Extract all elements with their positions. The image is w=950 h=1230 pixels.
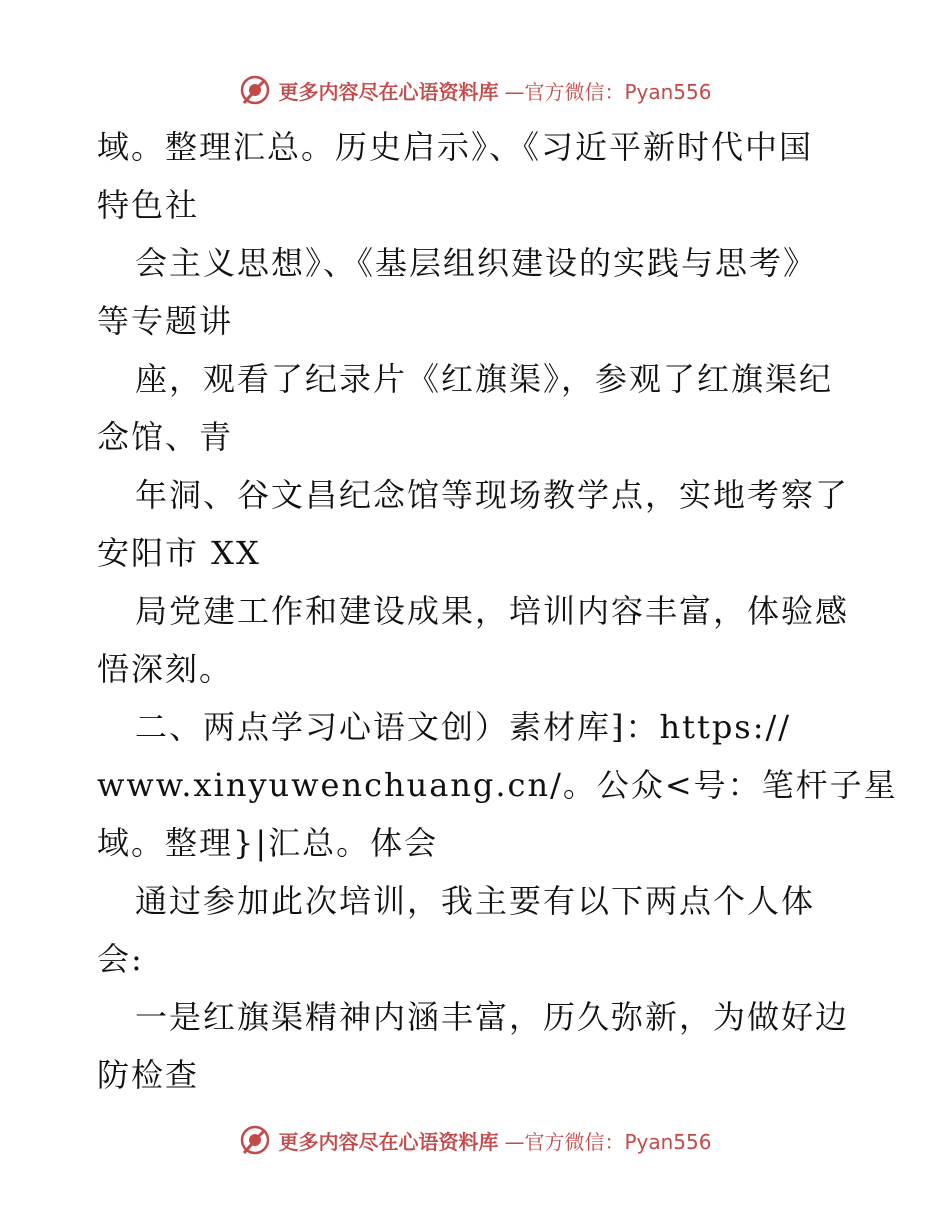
- header-banner-sub: —官方微信：Pyan556: [504, 79, 712, 104]
- text-line-6: 念馆、青: [97, 418, 234, 456]
- text-line-3: 会主义思想》、《基层组织建设的实践与思考》: [135, 244, 818, 282]
- footer-banner: [0, 1120, 950, 1160]
- text-line-2: 特色社: [97, 186, 200, 224]
- text-line-7: 年洞、谷文昌纪念馆等现场教学点，实地考察了: [135, 476, 850, 514]
- pen-logo-icon: [238, 1123, 272, 1157]
- text-line-13: 域。整理}|汇总。体会: [97, 824, 439, 862]
- text-line-17: 防检查: [97, 1056, 200, 1094]
- pen-logo-icon: [238, 73, 272, 107]
- text-line-12: www.xinyuwenchuang.cn/。公众<号：笔杆子星: [97, 766, 898, 804]
- text-line-11: 二、两点学习心语文创）素材库⁆：https://: [135, 708, 792, 746]
- footer-banner-main: 更多内容尽在心语资料库: [278, 1129, 499, 1154]
- text-line-15: 会:: [97, 940, 144, 978]
- text-line-10: 悟深刻。: [97, 650, 234, 688]
- text-line-9: 局党建工作和建设成果，培训内容丰富，体验感: [135, 592, 850, 630]
- header-banner-main: 更多内容尽在心语资料库: [278, 79, 499, 104]
- text-line-5: 座，观看了纪录片《红旗渠》，参观了红旗渠纪: [135, 360, 834, 398]
- header-banner: [0, 70, 950, 110]
- text-line-14: 通过参加此次培训，我主要有以下两点个人体: [135, 882, 816, 920]
- text-line-4: 等专题讲: [97, 302, 234, 340]
- text-line-8: 安阳市 XX: [97, 534, 261, 572]
- footer-banner-sub: —官方微信：Pyan556: [504, 1129, 712, 1154]
- text-line-1: 域。整理汇总。历史启示》、《习近平新时代中国: [97, 128, 814, 166]
- document-body: [97, 118, 898, 1104]
- text-line-16: 一是红旗渠精神内涵丰富，历久弥新，为做好边: [135, 998, 850, 1036]
